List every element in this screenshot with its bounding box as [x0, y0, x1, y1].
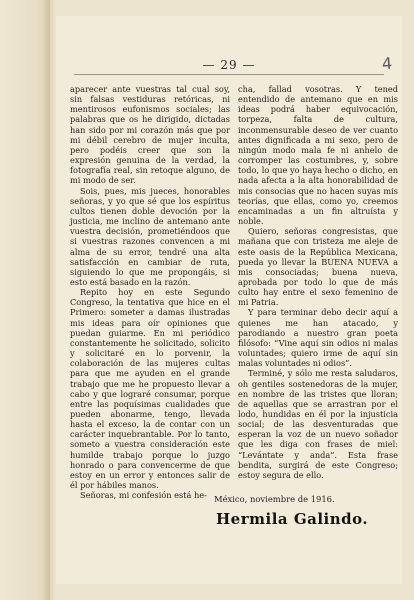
- paragraph: Señoras, mi confesión está he-: [80, 490, 207, 501]
- author-signature: Hermila Galindo.: [216, 510, 369, 528]
- left-text-column: [70, 84, 230, 500]
- handwritten-page-mark: 4: [381, 53, 393, 74]
- header-rule: [74, 74, 384, 75]
- paragraph: Repito hoy en este Segundo Congreso, la tentativa que hice en el Primero: someter a damas ilustradas mis ideas para oír opiniones que puedan guiarme. En mi periódico constantemente he solicitado, solicito y solicitaré en lo porvenir, la colaboración de las mujeres cultas para que me ayuden en el grande trabajo que me he propuesto llevar a cabo y que lograré consumar, porque entre las poquísimas cualidades que pueden abonarme, tengo, llevada hasta el exceso, la de contar con un carácter inquebrantable. Por lo tanto, someto a vuestra consideración este humilde trabajo porque lo juzgo honrado o para convencerme de que estoy en un error y entonces salir de él por hábiles manos.: [70, 287, 230, 491]
- paragraph: Terminé, y sólo me resta saludaros, oh gentiles sostenedoras de la mujer, en nombre de las tristes que lloran; de aquellas que se arrastran por el lodo, hundidas en él por la injusticia social; de las desventuradas que esperan la voz de un nuevo soñador que les diga con frases de miel: “Levántate y anda”. Esta frase bendita, surgirá de este Congreso; estoy segura de ello.: [238, 368, 398, 480]
- paragraph: aparecer ante vuestras tal cual soy, sin falsas vestiduras retóricas, ni mentirosos eufonismos sociales; las palabras que os he dirigido, dictadas han sido por mi corazón más que por mi débil cerebro de mujer inculta, pero podéis creer que son la expresión genuina de la verdad, la fotografía real, sin retoque alguno, de mi modo de ser.: [70, 84, 230, 186]
- paragraph: cha, fallad vosotras. Y tened entendido de antemano que en mis ideas podrá haber equivocación, torpeza, falta de cultura, inconmensurable deseo de ver cuanto antes dignificada a mi sexo, pero de ningún modo mala fe ni anhelo de corromper las costumbres, y, sobre todo, lo que yo haya hecho o dicho, en nada afecta a la alta honorabilidad de mis consocias que no hacen suyas mis teorías, que ellas, como yo, creemos encaminadas a un fin altruísta y noble.: [238, 84, 398, 227]
- closing-date: México, noviembre de 1916.: [214, 494, 335, 504]
- paragraph: Y para terminar debo decir aquí a quienes me han atacado, y parodiando a nuestro gran poeta filósofo: “Vine aquí sin odios ni malas voluntades; quiero irme de aquí sin malas voluntades ni odios”.: [238, 307, 398, 369]
- paragraph: Sois, pues, mis jueces, honorables señoras, y yo que sé que los espíritus cultos tienen doble devoción por la justicia, me inclino de antemano ante vuestra decisión, prometiéndoos que si vuestras razones convencen a mi alma de su error, tendré una alta satisfacción en cambiar de ruta, siguiendo lo que me propongáis, si esto está basado en la razón.: [70, 185, 230, 287]
- document-page: [56, 16, 402, 584]
- paragraph: Quiero, señoras congresistas, que mañana que con tristeza me aleje de este oasis de la República Mexicana, pueda yo llevar la BUENA NUEVA a mis consociadas; buena nueva, aprobada por todo lo que de más culto hay entre el sexo femenino de mi Patria.: [238, 226, 398, 308]
- gutter-shadow: [42, 0, 56, 600]
- right-text-column: [238, 84, 398, 480]
- page-number: — 29 —: [202, 58, 256, 72]
